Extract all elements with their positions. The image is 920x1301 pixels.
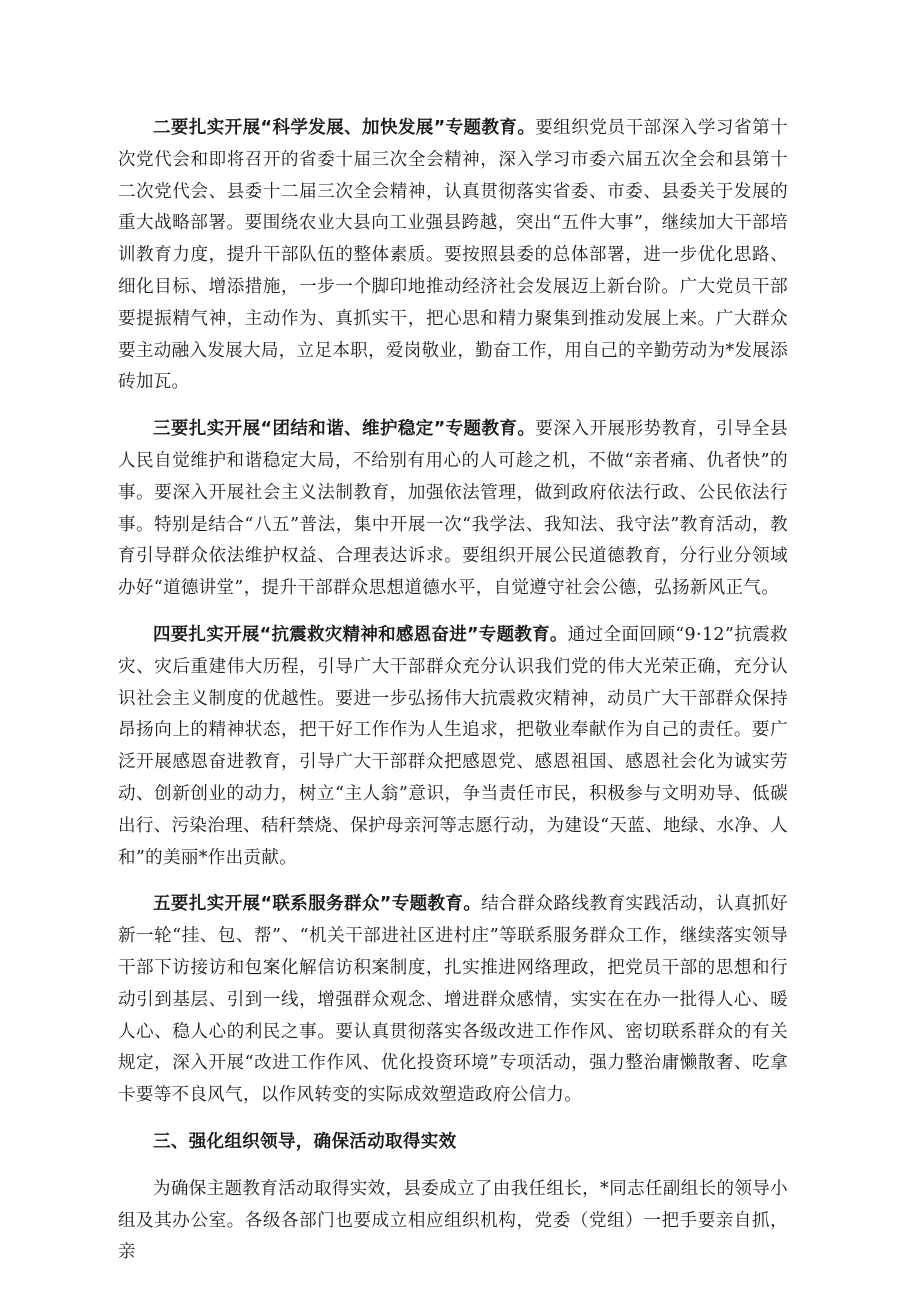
paragraph-body: 结合群众路线教育实践活动，认真抓好新一轮“挂、包、帮”、“机关干部进社区进村庄”等联系服务群众工作，继续落实领导干部下访接访和包案化解信访积案制度，扎实推进网络理政，把党员干部的思想和行动引到基层、引到一线，增强群众观念、增进群众感情，实实在在办一批得人心、暖人心、稳人心的利民之事。要认真贯彻落实各级改进工作作风、密切联系群众的有关规定，深入开展“改进工作作风、优化投资环境”专项活动，强力整治庸懒散奢、吃拿卡要等不良风气，以作风转变的实际成效塑造政府公信力。 xyxy=(118,894,788,1106)
paragraph-unity-stability xyxy=(118,414,788,605)
paragraph-lead: 五要扎实开展“联系服务群众”专题教育。 xyxy=(153,894,482,915)
paragraph-body: 通过全面回顾“9·12”抗震救灾、灾后重建伟大历程，引导广大干部群众充分认识我们党的伟大光荣正确，充分认识社会主义制度的优越性。要进一步弘扬伟大抗震救灾精神，动员广大干部群众保持昂扬向上的精神状态，把干好工作作为人生追求，把敬业奉献作为自己的责任。要广泛开展感恩奋进教育，引导广大干部群众把感恩党、感恩祖国、感恩社会化为诚实劳动、创新创业的动力，树立“主人翁”意识，争当责任市民，积极参与文明劝导、低碳出行、污染治理、秸秆禁烧、保护母亲河等志愿行动，为建设“天蓝、地绿、水净、人和”的美丽*作出贡献。 xyxy=(118,624,788,868)
paragraph-serve-masses xyxy=(118,889,788,1112)
closing-paragraph: 为确保主题教育活动取得实效，县委成立了由我任组长，*同志任副组长的领导小组及其办公室。各级各部门也要成立相应组织机构，党委（党组）一把手要亲自抓，亲 xyxy=(118,1178,788,1263)
paragraph-lead: 三要扎实开展“团结和谐、维护稳定”专题教育。 xyxy=(153,419,536,440)
paragraph-lead: 四要扎实开展“抗震救灾精神和感恩奋进”专题教育。 xyxy=(153,624,568,645)
paragraph-lead: 二要扎实开展“科学发展、加快发展”专题教育。 xyxy=(153,118,536,138)
section-heading: 三、强化组织领导，确保活动取得实效 xyxy=(153,1131,457,1152)
document-page xyxy=(118,113,788,1269)
paragraph-body: 要深入开展形势教育，引导全县人民自觉维护和谐稳定大局，不给别有用心的人可趁之机，不做“亲者痛、仇者快”的事。要深入开展社会主义法制教育，加强依法管理，做到政府依法行政、公民依法行事。特别是结合“八五”普法，集中开展一次“我学法、我知法、我守法”教育活动，教育引导群众依法维护权益、合理表达诉求。要组织开展公民道德教育，分行业分领域办好“道德讲堂”，提升干部群众思想道德水平，自觉遵守社会公德，弘扬新风正气。 xyxy=(118,419,788,599)
paragraph-earthquake-relief xyxy=(118,620,788,874)
paragraph-science-development xyxy=(118,113,788,399)
paragraph-body: 要组织党员干部深入学习省第十次党代会和即将召开的省委十届三次全会精神，深入学习市委六届五次全会和县第十二次党代会、县委十二届三次全会精神，认真贯彻落实省委、市委、县委关于发展的重大战略部署。要围绕农业大县向工业强县跨越，突出“五件大事”，继续加大干部培训教育力度，提升干部队伍的整体素质。要按照县委的总体部署，进一步优化思路、细化目标、增添措施，一步一个脚印地推动经济社会发展迈上新台阶。广大党员干部要提振精气神，主动作为、真抓实干，把心思和精力聚集到推动发展上来。广大群众要主动融入发展大局，立足本职，爱岗敬业，勤奋工作，用自己的辛勤劳动为*发展添砖加瓦。 xyxy=(118,118,788,393)
